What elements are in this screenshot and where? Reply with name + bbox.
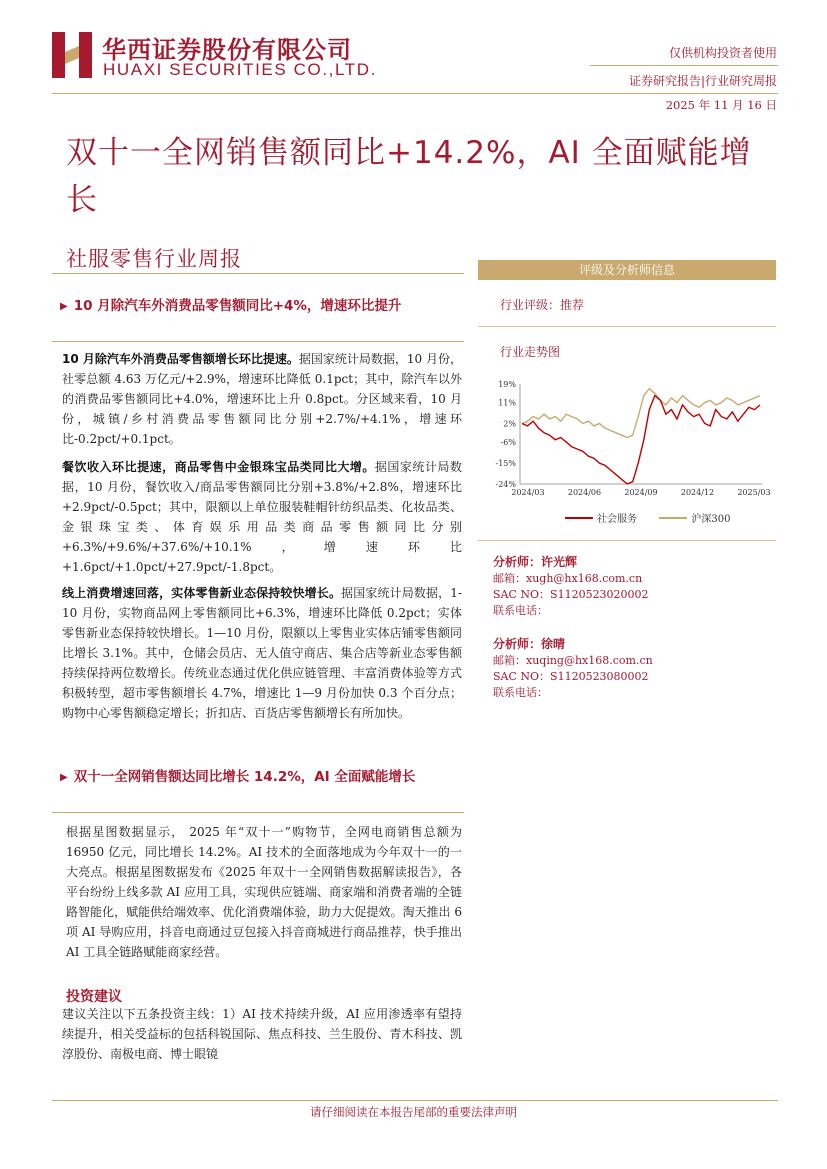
paragraph-text: 根据星图数据显示， 2025 年“双十一”购物节，全网电商销售总额为 16950 亿元，同比增长 14.2%。AI 技术的全面落地成为今年双十一的一大亮点。根据星图数据发布《2025 年双十一全网销售数据解读报告》，各平台纷纷上线多款 AI 应用工具，实现供应链端、商家端和消费者端的全链路智能化，赋能供给端效率、优化消费端体验，助力大促提效。淘天推出 6 项 AI 导购应用，抖音电商通过豆包接入抖音商城进行商品推荐，快手推出 AI 工具全链路赋能商家经营。 xyxy=(66,825,462,959)
report-type: 证券研究报告|行业研究周报 xyxy=(628,74,777,88)
footer-rule xyxy=(52,1100,778,1101)
analyst-1-name: 分析师：许光辉 xyxy=(493,555,578,569)
rating-box-header: 评级及分析师信息 xyxy=(478,260,776,280)
paragraph-online xyxy=(62,583,462,723)
section-2-heading-text: 双十一全网销售额达同比增长 14.2%，AI 全面赋能增长 xyxy=(73,769,416,785)
series-line xyxy=(522,396,760,484)
y-tick-label: -24% xyxy=(495,480,516,489)
trend-chart-label: 行业走势图 xyxy=(500,345,561,359)
analyst-2-email[interactable]: 邮箱：xuqing@hx168.com.cn xyxy=(493,654,653,667)
x-tick-label: 2024/09 xyxy=(624,488,658,497)
analyst-1-phone: 联系电话： xyxy=(493,604,548,617)
triangle-bullet-icon: ▶ xyxy=(60,301,68,312)
x-tick-label: 2024/06 xyxy=(567,488,602,497)
x-tick-label: 2024/12 xyxy=(680,488,715,497)
y-tick-label: 2% xyxy=(503,419,516,429)
paragraph-lead: 线上消费增速回落，实体零售新业态保持较快增长。 xyxy=(62,586,342,600)
y-tick-label: 11% xyxy=(498,398,516,408)
rating-rule xyxy=(478,326,776,327)
analyst-1-email[interactable]: 邮箱：xugh@hx168.com.cn xyxy=(493,572,643,585)
section-1-heading xyxy=(60,295,460,318)
section-2-heading xyxy=(60,766,460,789)
subtitle-rule xyxy=(52,273,464,274)
paragraph-text: 据国家统计局数据，1-10 月份，实物商品网上零售额同比+6.3%，增速环比降低 0.2pct；实体零售新业态保持较快增长。1—10 月份，限额以上零售业实体店铺零售额同比增长 3.1%。其中，仓储会员店、无人值守商店、集合店等新业态零售额持续保持两位数增长。传统业态通过优化供应链管理、丰富消费体验等方式积极转型，超市零售额增长 4.7%，增速比 1—9 月份加快 0.3 个百分点；购物中心零售额稳定增长；折扣店、百货店零售额增长有所加快。 xyxy=(62,586,462,720)
paragraph-text: 据国家统计局数据，10 月份，社零总额 4.63 万亿元/+2.9%，增速环比降低 0.1pct；其中，除汽车以外的消费品零售额同比+4.0%，增速环比上升 0.8pct。分区域来看，10 月份，城镇/乡村消费品零售额同比分别+2.7%/+4.1%，增速环比-0.2pct/+0.1pct。 xyxy=(62,352,462,446)
y-tick-label: -15% xyxy=(495,459,516,469)
audience-note: 仅供机构投资者使用 xyxy=(668,46,777,60)
paragraph-retail xyxy=(62,349,462,449)
series-line xyxy=(522,389,760,438)
paragraph-text: 据国家统计局数据，10 月份，餐饮收入/商品零售额同比分别+3.8%/+2.8%，增速环比+2.9pct/-0.5pct；其中，限额以上单位服装鞋帽针纺织品类、化妆品类、金银珠宝类、体育娱乐用品类商品零售额同比分别+6.3%/+9.6%/+37.6%/+10.1%，增速环比+1.6pct/+1.0pct/+27.9pct/-1.8pct。 xyxy=(62,460,462,574)
paragraph-catering xyxy=(62,457,462,577)
paragraph-lead: 餐饮收入环比提速，商品零售中金银珠宝品类同比大增。 xyxy=(62,460,375,474)
analyst-2-name: 分析师：徐晴 xyxy=(493,637,566,651)
triangle-bullet-icon: ▶ xyxy=(60,772,68,783)
chart-legend xyxy=(565,510,730,525)
header-divider xyxy=(590,65,778,66)
paragraph-double11 xyxy=(66,822,462,962)
report-subtitle: 社服零售行业周报 xyxy=(66,247,242,271)
industry-trend-chart xyxy=(478,372,776,524)
analyst-2-sac: SAC NO：S1120523080002 xyxy=(493,670,649,683)
y-tick-label: 19% xyxy=(498,380,516,389)
x-tick-label: 2024/03 xyxy=(511,488,545,497)
report-title: 双十一全网销售额同比+14.2%，AI 全面赋能增长 xyxy=(66,135,752,218)
analyst-2-phone: 联系电话： xyxy=(493,686,548,699)
company-name-en: HUAXI SECURITIES CO.,LTD. xyxy=(103,60,377,79)
investment-text: 建议关注以下五条投资主线：1）AI 技术持续升级，AI 应用渗透率有望持续提升，相关受益标的包括科锐国际、焦点科技、兰生股份、青木科技、凯淳股份、南极电商、博士眼镜 xyxy=(62,1007,462,1061)
report-date: 2025 年 11 月 16 日 xyxy=(665,98,777,112)
company-name-cn: 华西证券股份有限公司 xyxy=(102,36,352,64)
investment-heading: 投资建议 xyxy=(66,989,122,1005)
legend-label-social-service: 社会服务 xyxy=(597,514,637,525)
legend-label-hs300: 沪深300 xyxy=(691,514,731,525)
huaxi-logo-icon xyxy=(52,32,92,78)
industry-rating: 行业评级：推荐 xyxy=(500,298,585,312)
legal-footer[interactable]: 请仔细阅读在本报告尾部的重要法律声明 xyxy=(310,1105,517,1119)
chart-rule xyxy=(478,540,776,541)
legend-swatch-hs300 xyxy=(659,517,687,519)
x-tick-label: 2025/03 xyxy=(737,488,771,497)
section-2-rule xyxy=(52,812,464,813)
section-1-rule xyxy=(52,341,464,342)
y-tick-label: -6% xyxy=(500,438,516,448)
legend-swatch-social-service xyxy=(565,517,593,519)
paragraph-lead: 10 月除汽车外消费品零售额增长环比提速。 xyxy=(62,352,299,366)
header-rule xyxy=(52,93,778,94)
analyst-1-sac: SAC NO：S1120523020002 xyxy=(493,588,649,601)
section-1-heading-text: 10 月除汽车外消费品零售额同比+4%，增速环比提升 xyxy=(73,298,402,314)
